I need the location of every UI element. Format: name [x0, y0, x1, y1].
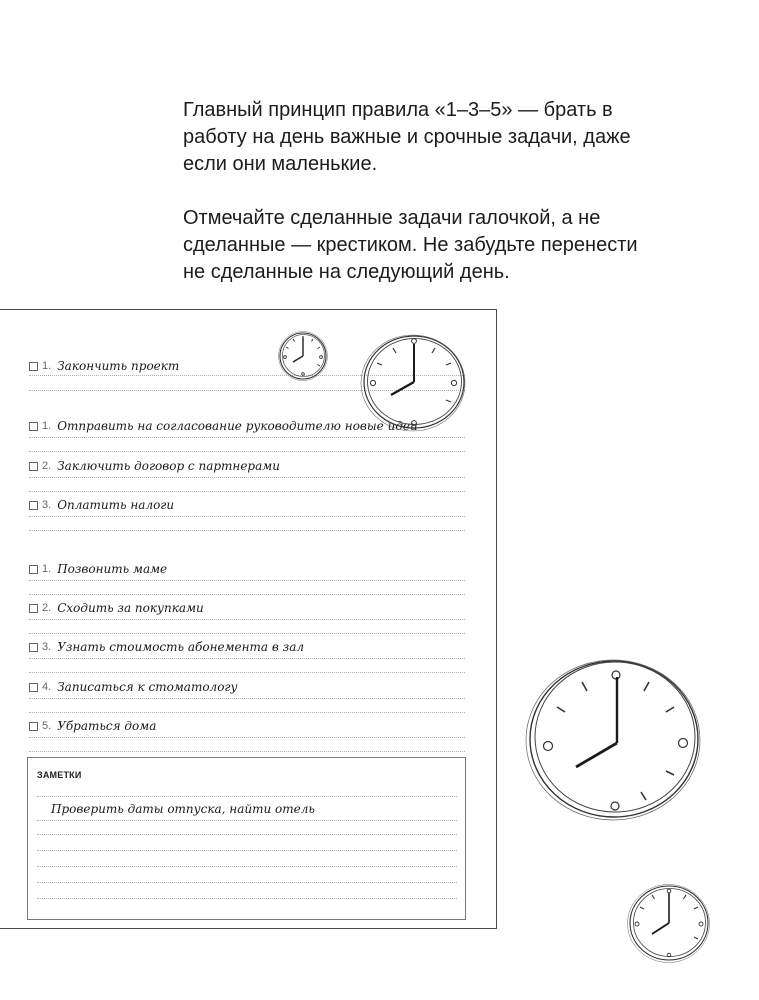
intro-paragraph-2: Отмечайте сделанные задачи галочкой, а не сделанные — крестиком. Не забудьте перенести не сделанные на следующий день.: [183, 207, 638, 283]
task-row: [29, 595, 204, 617]
rule-line: [29, 737, 465, 738]
intro-text: [183, 97, 653, 313]
task-row: [29, 674, 237, 696]
task-row: [29, 556, 167, 578]
task-row: [29, 634, 304, 656]
task-row: [29, 353, 179, 375]
rule-line: [37, 796, 457, 797]
notes-text[interactable]: Проверить даты отпуска, найти отель: [51, 802, 315, 816]
task-checkbox[interactable]: [29, 501, 38, 510]
task-text: Отправить на согласование руководителю новые идеи: [57, 419, 418, 433]
task-number: 5.: [42, 720, 52, 732]
task-number: 1.: [42, 563, 52, 575]
clock-icon: [277, 330, 329, 382]
task-checkbox[interactable]: [29, 643, 38, 652]
rule-line: [29, 658, 465, 659]
task-text: Закончить проект: [57, 359, 180, 373]
intro-paragraph-1: Главный принцип правила «1–3–5» — брать в работу на день важные и срочные задачи, даже если они маленькие.: [183, 99, 631, 175]
rule-line: [29, 580, 465, 581]
task-text: Оплатить налоги: [57, 498, 175, 512]
task-number: 4.: [42, 681, 52, 693]
task-text: Убраться дома: [57, 719, 157, 733]
task-checkbox[interactable]: [29, 462, 38, 471]
task-row: [29, 713, 156, 735]
rule-line: [37, 834, 457, 835]
task-checkbox[interactable]: [29, 683, 38, 692]
rule-line: [29, 451, 465, 452]
task-number: 3.: [42, 499, 52, 511]
rule-line: [29, 698, 465, 699]
task-number: 1.: [42, 360, 52, 372]
rule-line: [29, 437, 465, 438]
notes-title: ЗАМЕТКИ: [37, 770, 82, 780]
rule-line: [37, 866, 457, 867]
clock-icon: [626, 882, 712, 964]
task-checkbox[interactable]: [29, 422, 38, 431]
rule-line: [29, 477, 465, 478]
rule-line: [29, 516, 465, 517]
notes-box: [27, 757, 466, 920]
task-checkbox[interactable]: [29, 722, 38, 731]
task-row: [29, 453, 280, 475]
rule-line: [29, 530, 465, 531]
rule-line: [37, 898, 457, 899]
task-number: 1.: [42, 420, 52, 432]
rule-line: [37, 882, 457, 883]
task-text: Сходить за покупками: [57, 601, 204, 615]
task-checkbox[interactable]: [29, 362, 38, 371]
task-text: Узнать стоимость абонемента в зал: [57, 640, 305, 654]
task-number: 2.: [42, 460, 52, 472]
task-checkbox[interactable]: [29, 604, 38, 613]
rule-line: [29, 672, 465, 673]
task-text: Записаться к стоматологу: [57, 680, 238, 694]
task-row: [29, 492, 174, 514]
task-checkbox[interactable]: [29, 565, 38, 574]
clock-icon: [359, 330, 469, 434]
rule-line: [37, 820, 457, 821]
task-text: Позвонить маме: [57, 562, 168, 576]
rule-line: [29, 751, 465, 752]
rule-line: [37, 850, 457, 851]
task-number: 3.: [42, 641, 52, 653]
task-text: Заключить договор с партнерами: [57, 459, 280, 473]
task-number: 2.: [42, 602, 52, 614]
rule-line: [29, 619, 465, 620]
clock-icon: [524, 655, 704, 821]
